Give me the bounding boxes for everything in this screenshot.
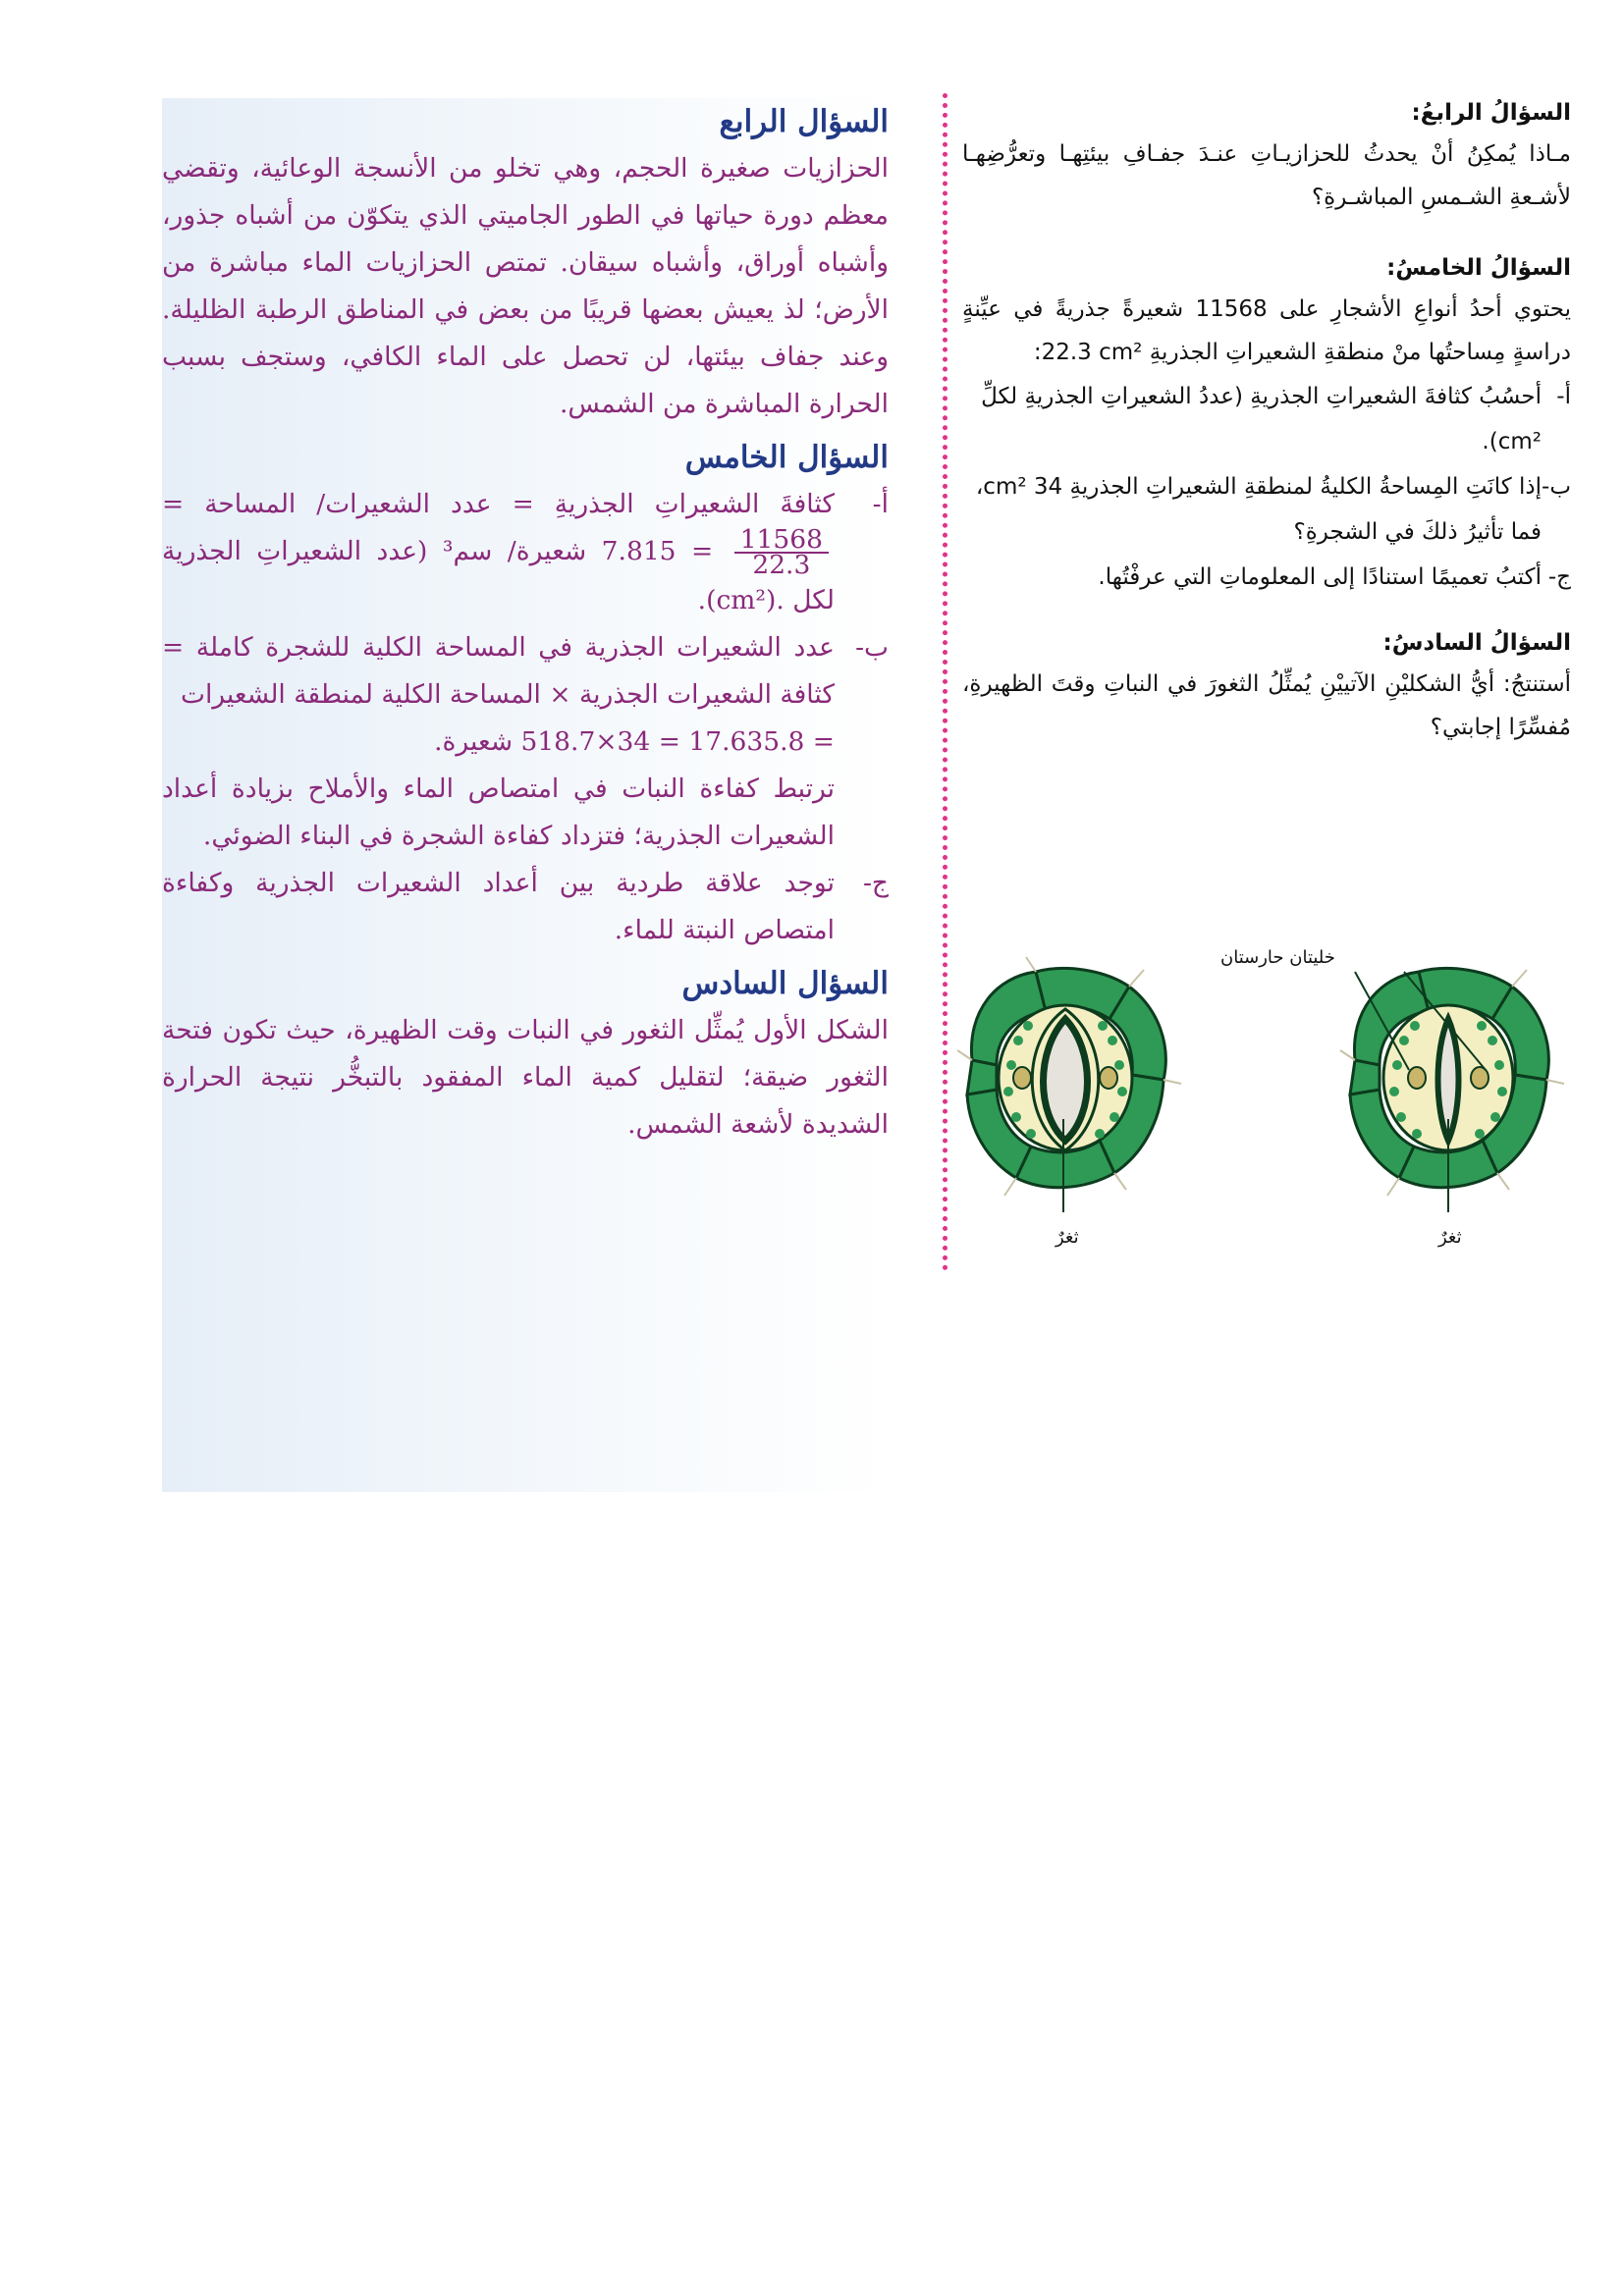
question-q5-heading: السؤالُ الخامسُ: [1386,255,1571,281]
question-q5-b-text: إذا كانَتِ المِساحةُ الكليةُ لمنطقةِ الشعيراتِ الجذريةِ 34 cm²، فما تأثيرُ ذلكَ في الشجرةِ؟ [975,474,1542,545]
answer-q6-heading: السؤال السادس [681,966,889,1001]
stoma-label-left: ثغرٌ [1056,1227,1079,1248]
answer-q5-b-text1: عدد الشعيرات الجذرية في المساحة الكلية للشجرة كاملة = كثافة الشعيرات الجذرية × المساحة الكلية لمنطقة الشعيرات [162,632,835,710]
answers-panel [162,98,889,1492]
answer-q5-a-mark: أ- [872,489,889,519]
stomata-illustration [957,928,1566,1252]
answer-q5-a [162,481,889,624]
stoma-label-right: ثغرٌ [1438,1227,1462,1248]
question-q4-heading: السؤالُ الرابعُ: [1411,100,1571,126]
guard-cells-label: خليتان حارستان [1220,947,1335,968]
answer-q5-c-mark: ج- [862,868,889,898]
answer-q5-a-text1: كثافةَ الشعيراتِ الجذريةِ = عدد الشعيرات/ المساحة = [162,489,835,519]
question-q5-a [962,374,1571,464]
question-q4-text: مـاذا يُمكِنُ أنْ يحدثُ للحزازيـاتِ عنـدَ جفـافِ بيئتِهـا وتعرُّضِهـا لأشـعةِ الشـمسِ المباشـرةِ؟ [962,141,1571,210]
fraction-denominator: 22.3 [752,550,811,580]
answer-q5-a-text2: = 7.815 شعيرة/ سم³ (عدد الشعيراتِ الجذرية لكل .(cm²). [162,536,835,615]
question-q5-c-text: أكتبُ تعميمًا استنادًا إلى المعلوماتِ التي عرفْتُها. [1098,564,1542,590]
answer-q5-b-mark: ب- [855,632,889,663]
question-q5-b [962,464,1571,555]
answer-q5-b [162,624,889,860]
questions-panel [962,93,1571,749]
question-q5-a-text: أحسُبُ كثافةَ الشعيراتِ الجذريةِ (عددُ الشعيراتِ الجذريةِ لكلِّ cm²). [981,384,1542,454]
dotted-divider [943,93,947,1271]
answer-q6-text: الشكل الأول يُمثِّل الثغور في النبات وقت الظهيرة، حيث تكون فتحة الثغور ضيقة؛ لتقليل كمية الماء المفقود بالتبخُّر نتيجة الحرارة الشديدة لأشعة الشمس. [162,1015,889,1140]
answer-q5-b-text3: ترتبط كفاءة النبات في امتصاص الماء والأملاح بزيادة أعداد الشعيرات الجذرية؛ فتزداد كفاءة الشجرة في البناء الضوئي. [162,774,835,851]
answer-q4-text: الحزازيات صغيرة الحجم، وهي تخلو من الأنسجة الوعائية، وتقضي معظم دورة حياتها في الطور الجاميتي الذي يتكوّن من أشباه جذور، وأشباه أوراق، وأشباه سيقان. تمتص الحزازيات الماء مباشرة من الأرض؛ لذ يعيش بعضها قريبًا من بعض في المناطق الرطبة الظليلة. وعند جفاف بيئتها، لن تحصل على الماء الكافي، وستجف بسبب الحرارة المباشرة من الشمس. [162,153,889,419]
answer-q5-c [162,860,889,954]
stoma-figure-narrow [1340,968,1564,1212]
question-q5-text [962,288,1571,374]
question-q6-text: أستنتجُ: أيُّ الشكليْنِ الآتييْنِ يُمثِّلُ الثغورَ في النباتِ وقتَ الظهيرةِ، مُفسِّرًا إجابتي؟ [962,671,1571,740]
stoma-figure-open [957,957,1181,1212]
answer-q4-heading: السؤال الرابع [719,104,889,139]
answer-q5-b-text2: = 17.635.8 = 34×518.7 شعيرة. [434,726,835,757]
answer-q5-c-text: توجد علاقة طردية بين أعداد الشعيرات الجذرية وكفاءة امتصاص النبتة للماء. [162,868,835,945]
question-q5-c-mark: ج- [1547,564,1571,590]
answer-q5-heading: السؤال الخامس [684,440,889,475]
stomata-figures [957,928,1566,1252]
question-q5-b-mark: ب- [1542,474,1571,500]
question-q5-c [962,555,1571,600]
question-q6-heading: السؤالُ السادسُ: [1382,630,1571,656]
fraction-numerator: 11568 [734,528,829,554]
answer-q5-fraction [734,524,829,580]
question-q5-text1: يحتوي أحدُ أنواعِ الأشجارِ على 11568 شعيرةً جذريةً في عيِّنةٍ دراسةٍ مِساحتُها منْ منطقةِ الشعيراتِ الجذريةِ [962,296,1571,365]
question-q5-text2: :22.3 cm² [1033,340,1143,365]
question-q5-a-mark: أ- [1556,384,1571,409]
